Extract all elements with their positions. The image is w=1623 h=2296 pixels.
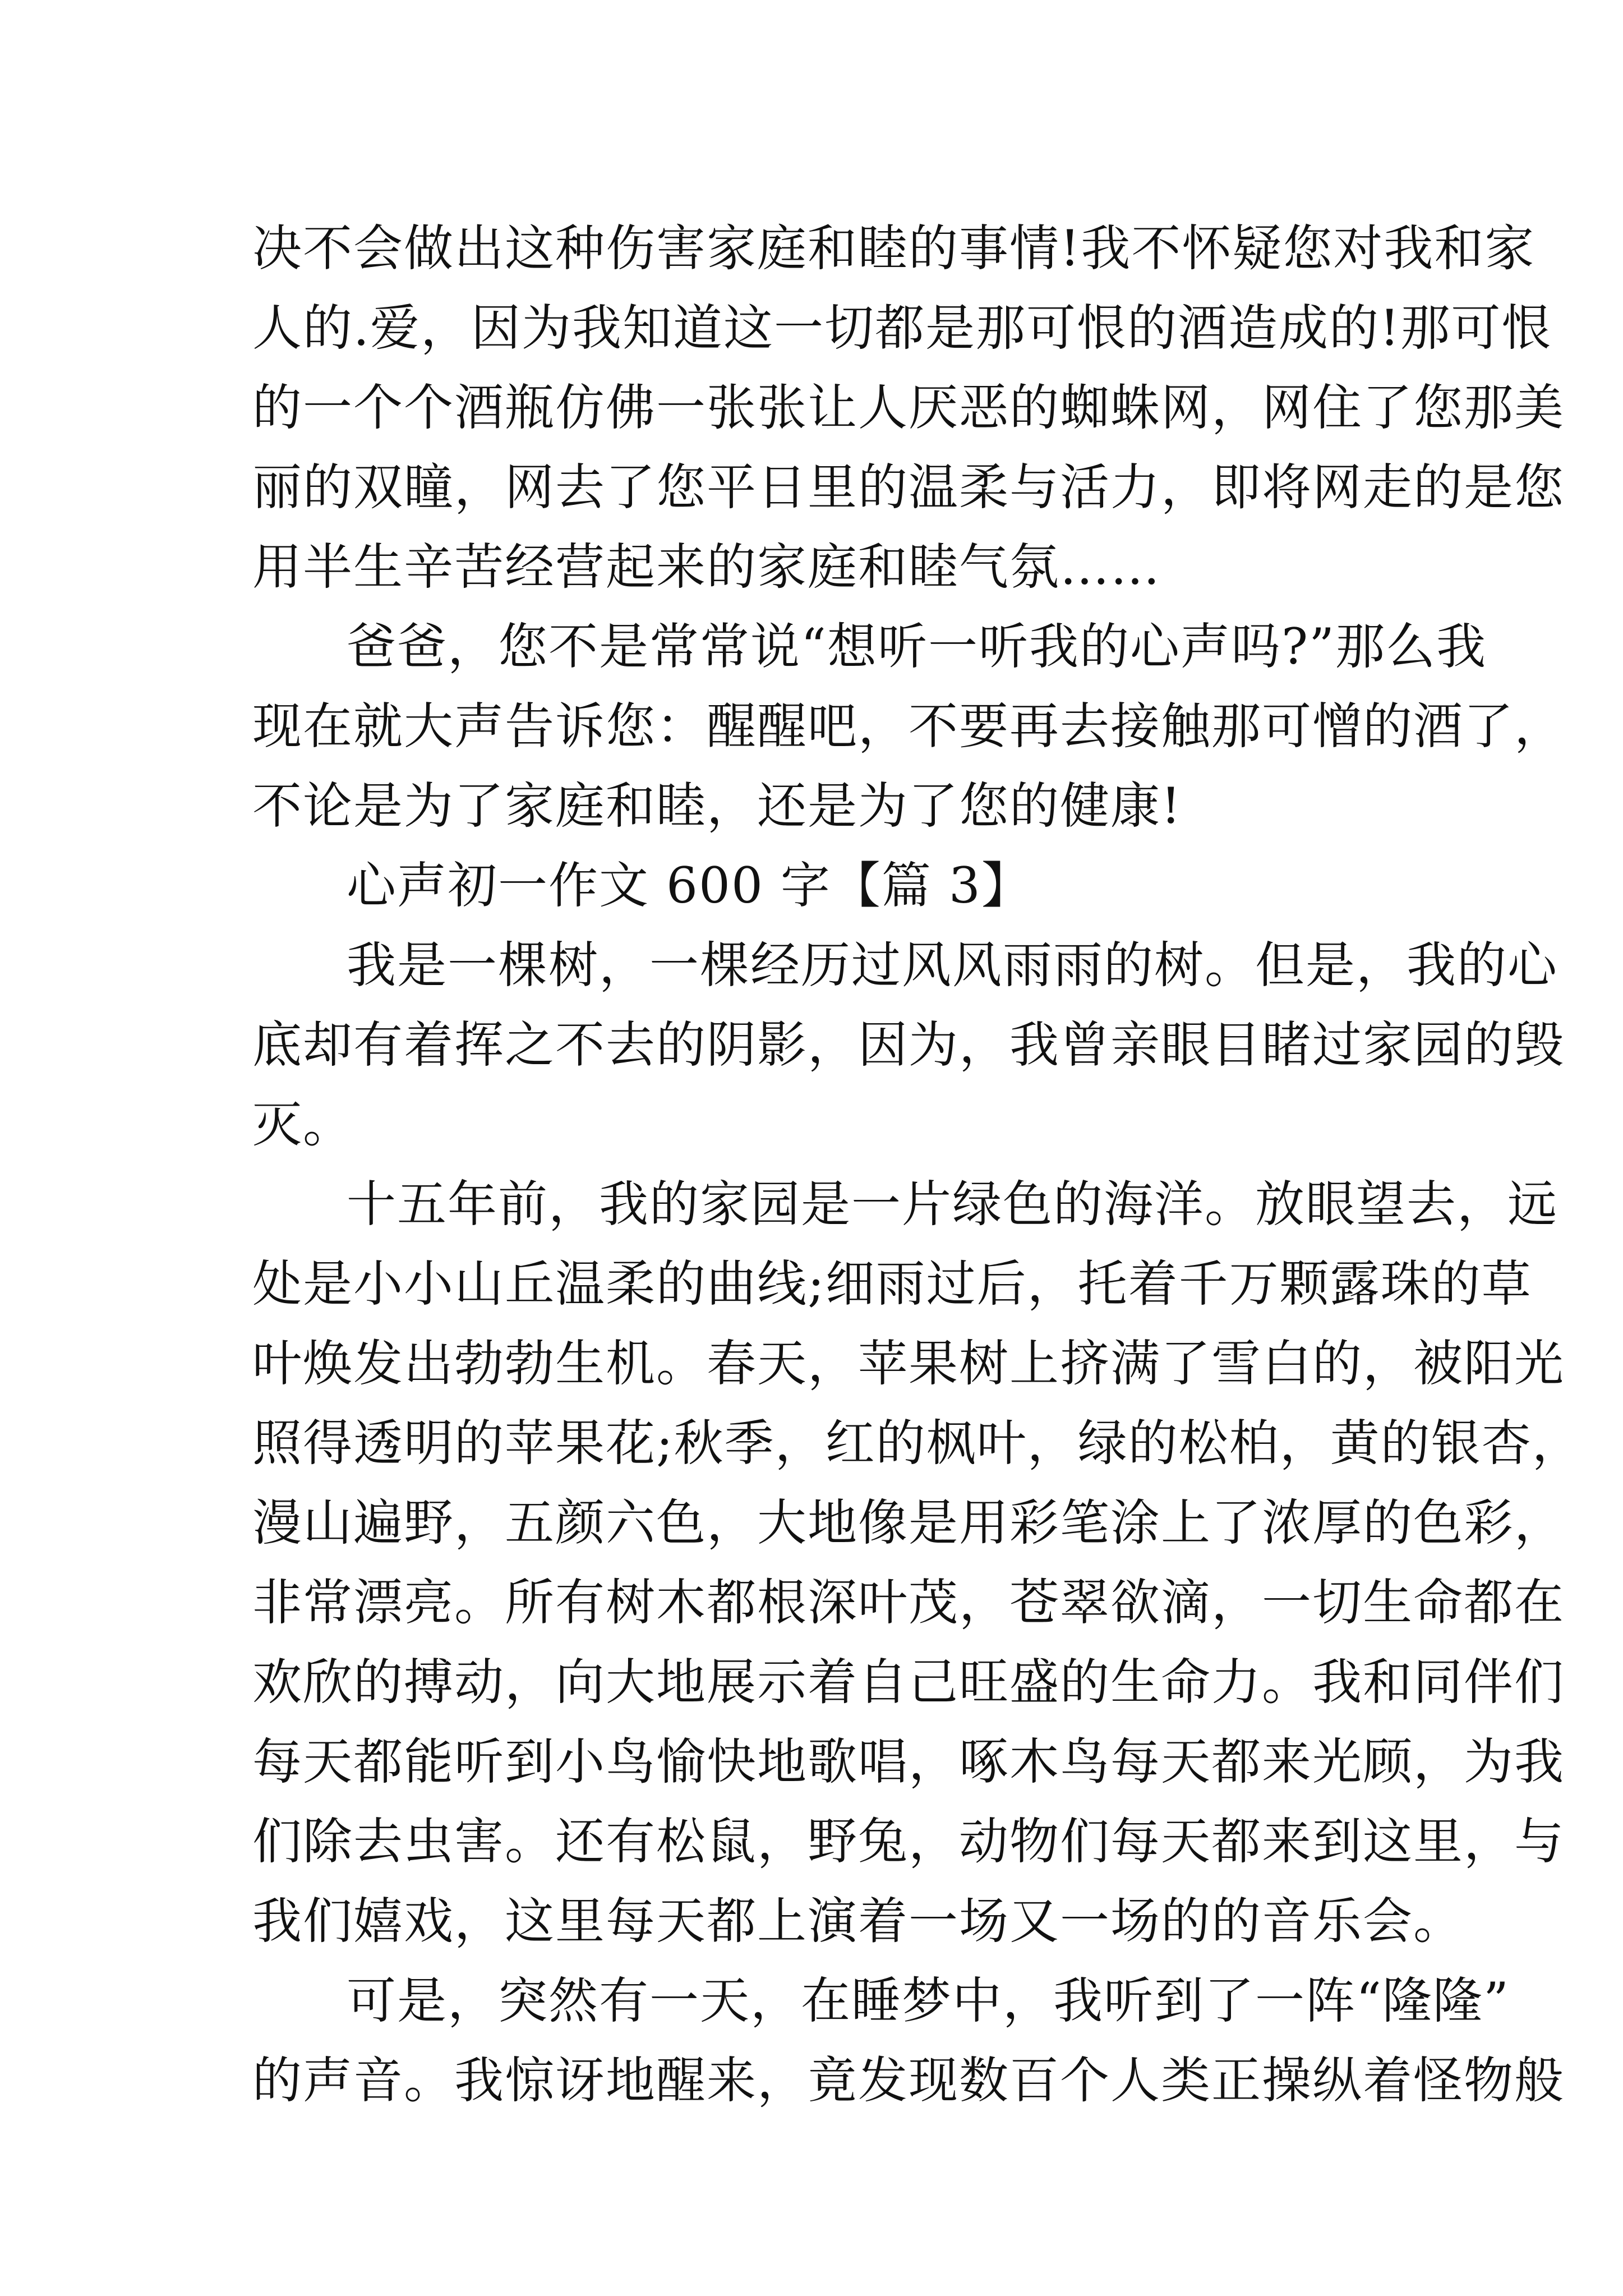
text-line: 可是，突然有一天，在睡梦中，我听到了一阵“隆隆”	[347, 1972, 1510, 2030]
text-line: 照得透明的苹果花;秋季，红的枫叶，绿的松柏，黄的银杏，	[252, 1414, 1583, 1472]
text-line: 底却有着挥之不去的阴影，因为，我曾亲眼目睹过家园的毁	[252, 1016, 1565, 1074]
text-line: 漫山遍野，五颜六色，大地像是用彩笔涂上了浓厚的色彩，	[252, 1494, 1565, 1552]
text-line: 人的.爱，因为我知道这一切都是那可恨的酒造成的!那可恨	[252, 299, 1552, 357]
section-heading: 心声初一作文 600 字【篇 3】	[347, 857, 1032, 914]
text-line: 叶焕发出勃勃生机。春天，苹果树上挤满了雪白的，被阳光	[252, 1335, 1565, 1392]
text-line: 灭。	[252, 1096, 354, 1153]
text-line: 的声音。我惊讶地醒来，竟发现数百个人类正操纵着怪物般	[252, 2051, 1565, 2109]
text-line: 用半生辛苦经营起来的家庭和睦气氛……	[252, 538, 1161, 596]
text-line: 非常漂亮。所有树木都根深叶茂，苍翠欲滴，一切生命都在	[252, 1573, 1565, 1631]
text-line: 们除去虫害。还有松鼠，野兔，动物们每天都来到这里，与	[252, 1812, 1565, 1870]
text-line: 现在就大声告诉您：醒醒吧，不要再去接触那可憎的酒了，	[252, 697, 1565, 755]
text-line: 十五年前，我的家园是一片绿色的海洋。放眼望去，远	[347, 1175, 1559, 1233]
text-line: 丽的双瞳，网去了您平日里的温柔与活力，即将网走的是您	[252, 458, 1565, 516]
text-line: 处是小小山丘温柔的曲线;细雨过后，托着千万颗露珠的草	[252, 1255, 1532, 1313]
text-line: 爸爸，您不是常常说“想听一听我的心声吗?”那么我	[347, 618, 1487, 675]
document-body	[252, 209, 1583, 2120]
text-line: 每天都能听到小鸟愉快地歌唱，啄木鸟每天都来光顾，为我	[252, 1733, 1565, 1791]
text-line: 我是一棵树，一棵经历过风风雨雨的树。但是，我的心	[347, 936, 1559, 994]
text-line: 我们嬉戏，这里每天都上演着一场又一场的的音乐会。	[252, 1892, 1464, 1950]
text-line: 不论是为了家庭和睦，还是为了您的健康!	[252, 777, 1182, 835]
text-line: 决不会做出这种伤害家庭和睦的事情!我不怀疑您对我和家	[252, 219, 1536, 277]
text-line: 的一个个酒瓶仿佛一张张让人厌恶的蜘蛛网，网住了您那美	[252, 379, 1565, 436]
text-line: 欢欣的搏动，向大地展示着自己旺盛的生命力。我和同伴们	[252, 1653, 1565, 1711]
